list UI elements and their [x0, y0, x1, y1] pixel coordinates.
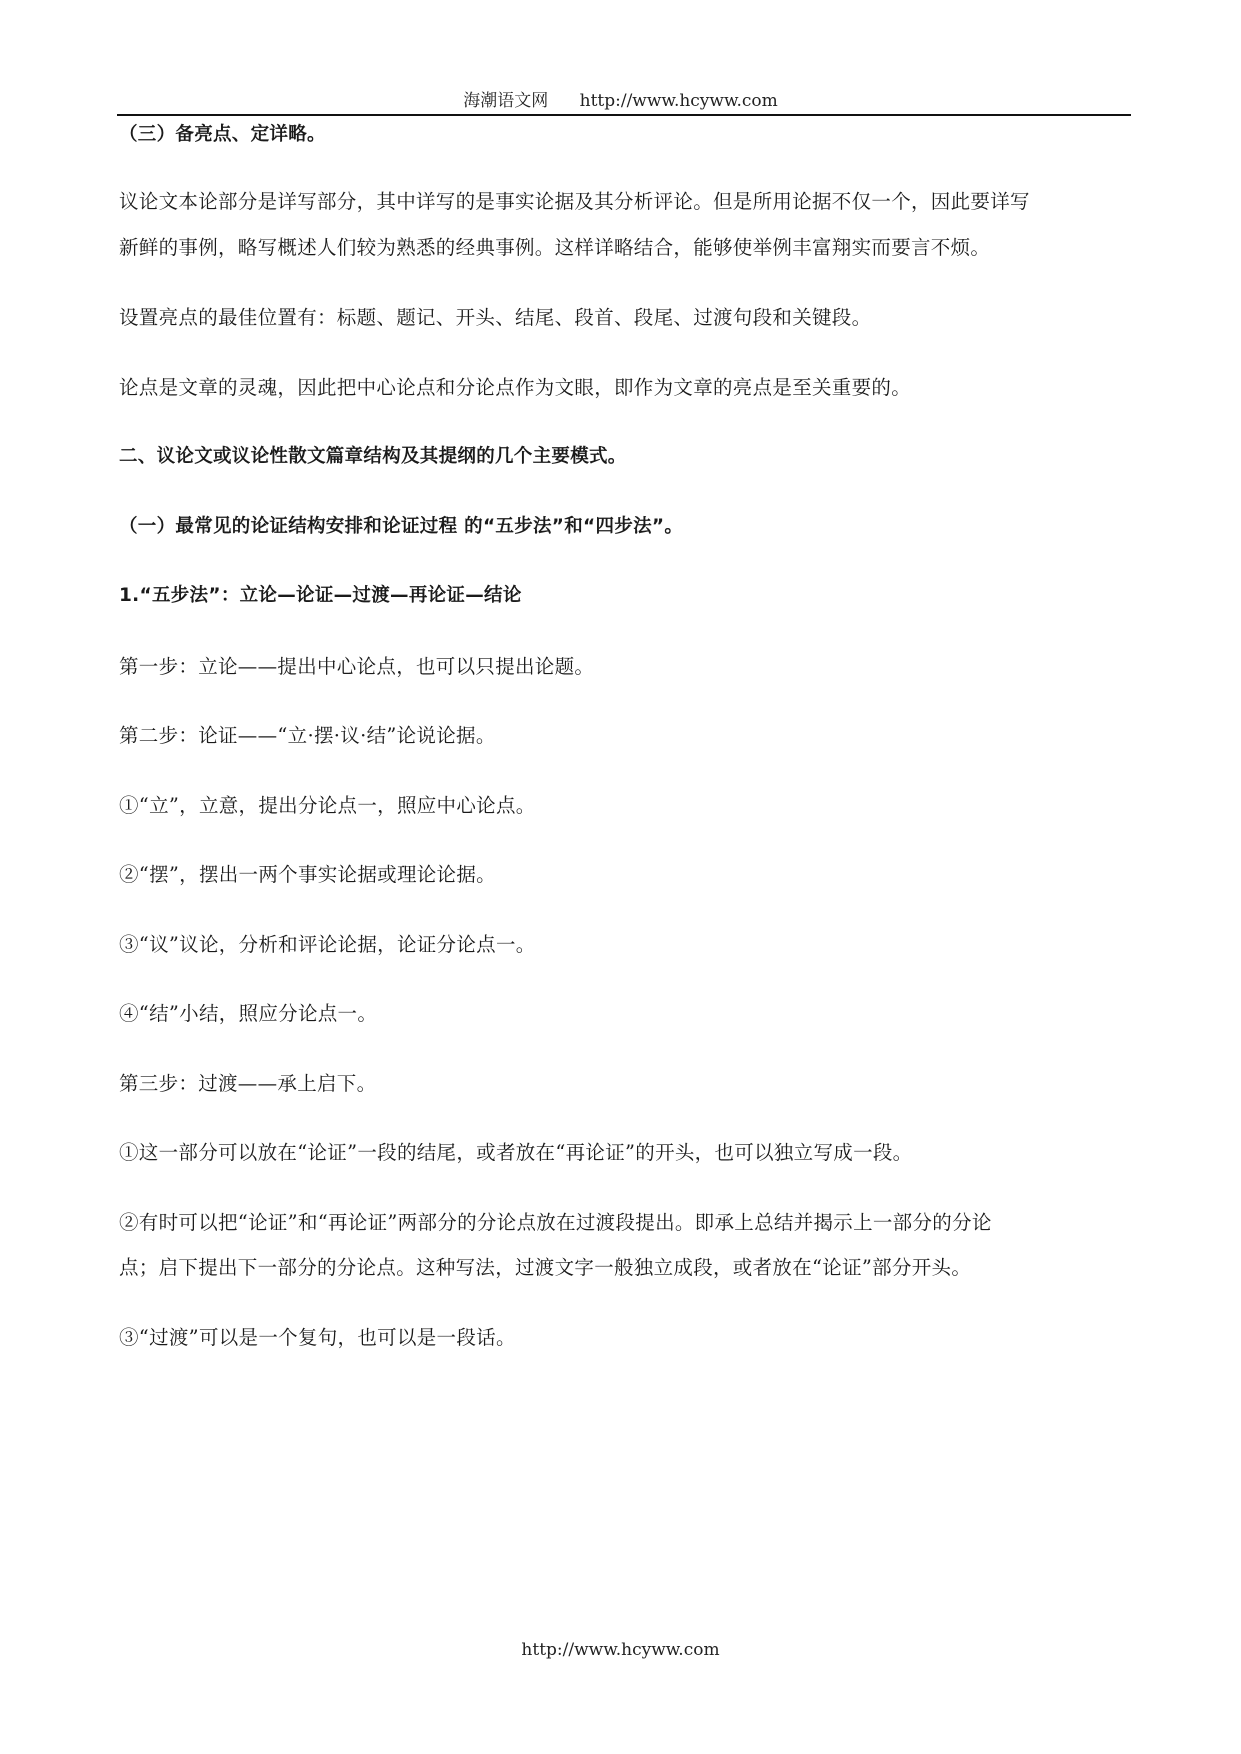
header-url[interactable]: http://www.hcyww.com: [579, 91, 778, 111]
method-1-title: 1.“五步法”：立论—论证—过渡—再论证—结论: [119, 585, 522, 606]
step-2-item-4: ④“结”小结，照应分论点一。: [119, 1002, 378, 1025]
page-header: [0, 86, 1241, 111]
paragraph-1-line-1: 议论文本论部分是详写部分，其中详写的是事实论据及其分析评论。但是所用论据不仅一个，因此要详写: [119, 190, 1030, 213]
step-2-item-2: ②“摆”，摆出一两个事实论据或理论论据。: [119, 863, 496, 886]
header-site-name: 海潮语文网: [463, 91, 549, 111]
step-2-item-1: ①“立”，立意，提出分论点一，照应中心论点。: [119, 794, 536, 817]
step-3-item-2-line-2: 点；启下提出下一部分的分论点。这种写法，过渡文字一般独立成段，或者放在“论证”部分开头。: [119, 1256, 972, 1279]
step-1: 第一步：立论——提出中心论点，也可以只提出论题。: [119, 655, 595, 678]
step-2-item-3: ③“议”议论，分析和评论论据，论证分论点一。: [119, 933, 536, 956]
step-3-item-1: ①这一部分可以放在“论证”一段的结尾，或者放在“再论证”的开头，也可以独立写成一段。: [119, 1141, 913, 1164]
step-3: 第三步：过渡——承上启下。: [119, 1072, 377, 1095]
paragraph-3: 论点是文章的灵魂，因此把中心论点和分论点作为文眼，即作为文章的亮点是至关重要的。: [119, 376, 912, 399]
subsection-1-heading: （一）最常见的论证结构安排和论证过程 的“五步法”和“四步法”。: [119, 516, 684, 537]
paragraph-1-line-2: 新鲜的事例，略写概述人们较为熟悉的经典事例。这样详略结合，能够使举例丰富翔实而要言不烦。: [119, 236, 991, 259]
step-3-item-2-line-1: ②有时可以把“论证”和“再论证”两部分的分论点放在过渡段提出。即承上总结并揭示上一部分的分论: [119, 1211, 992, 1234]
step-3-item-3: ③“过渡”可以是一个复句，也可以是一段话。: [119, 1326, 516, 1349]
footer-url[interactable]: http://www.hcyww.com: [521, 1640, 720, 1660]
heading-3: （三）备亮点、定详略。: [119, 124, 326, 145]
section-2-heading: 二、议论文或议论性散文篇章结构及其提纲的几个主要模式。: [119, 446, 627, 467]
paragraph-2: 设置亮点的最佳位置有：标题、题记、开头、结尾、段首、段尾、过渡句段和关键段。: [119, 306, 872, 329]
step-2: 第二步：论证——“立·摆·议·结”论说论据。: [119, 724, 496, 747]
header-rule: [117, 114, 1131, 116]
page-footer: [0, 1640, 1241, 1660]
